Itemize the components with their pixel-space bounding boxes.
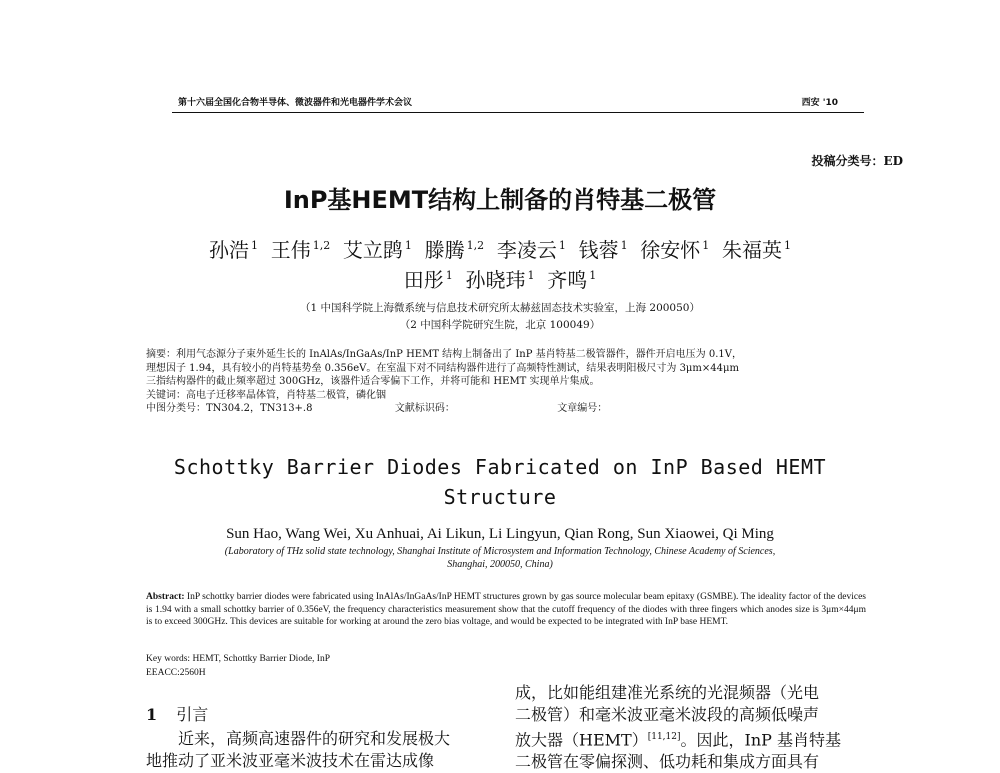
header-rule: [172, 112, 864, 113]
clc-number: 中图分类号：TN304.2，TN313+.8: [146, 403, 313, 414]
classification-number: 投稿分类号：ED: [811, 154, 903, 168]
affiliation-en: (Laboratory of THz solid state technology, Shanghai Institute of Microsystem and Information Technology, Chinese Academy of Sciences, Shanghai, 200050, China): [224, 546, 776, 570]
intro-line: 成，比如能组建准光系统的光混频器（光电: [515, 683, 820, 702]
conference-name: 第十六届全国化合物半导体、微波器件和光电器件学术会议: [178, 98, 413, 108]
author-cn: 滕腾 $^{1,2}$: [424, 238, 485, 262]
section-heading-intro: 1 引言: [146, 705, 209, 724]
intro-line: 放大器（HEMT）[11,12]。因此，InP 基肖特基: [515, 730, 841, 750]
abstract-en-text: InP schottky barrier diodes were fabricated using InAlAs/InGaAs/InP HEMT structures grown by gas source molecular beam epitaxy (GSMBE). The ideality factor of the devices is 1.94 with a small schottky barrier of 0.356eV, the frequency characteristics measurement show that the cutoff frequency of the diodes with three fingers which anodes size is 3μm×44μm is to exceed 300GHz. This devices are suitable for working at around the zero bias voltage, and would be expected to be integrated with InP base HEMT.: [146, 592, 866, 627]
author-cn: 李凌云 $^1$: [496, 238, 566, 262]
intro-line: 近来，高频高速器件的研究和发展极大: [178, 729, 451, 748]
abstract-cn-line: 三指结构器件的截止频率超过 300GHz，该器件适合零偏下工作，并将可能和 HEMT 实现单片集成。: [146, 376, 600, 387]
citation: [11,12]: [647, 732, 681, 742]
title-en-line: Schottky Barrier Diodes Fabricated on InP Based HEMT: [173, 455, 827, 479]
intro-right-column: [515, 682, 867, 773]
authors-en: Sun Hao, Wang Wei, Xu Anhuai, Ai Likun, Li Lingyun, Qian Rong, Sun Xiaowei, Qi Ming: [226, 526, 774, 542]
document-code: 文献标识码：: [394, 403, 455, 414]
paper-title-cn: InP基HEMT结构上制备的肖特基二极管: [283, 186, 717, 214]
abstract-en-label: Abstract:: [146, 592, 185, 602]
author-cn: 钱蓉 $^1$: [578, 238, 628, 262]
author-cn: 徐安怀 $^1$: [640, 238, 710, 262]
author-cn: 朱福英 $^1$: [722, 238, 792, 262]
running-header: [178, 95, 838, 109]
keywords-en: Key words: HEMT, Schottky Barrier Diode, InP: [146, 654, 330, 664]
author-cn: 齐鸣 $^1$: [547, 268, 597, 292]
intro-left-column: [146, 728, 498, 772]
title-en-line: Structure: [443, 485, 557, 509]
classification-row: [146, 402, 866, 416]
keywords-cn: 关键词：高电子迁移率晶体管，肖特基二极管，磷化铟: [146, 389, 386, 401]
abstract-en: [146, 591, 866, 629]
authors-cn-line1: [0, 234, 1000, 263]
author-cn: 孙浩 $^1$: [208, 238, 258, 262]
intro-line: 二极管在零偏探测、低功耗和集成方面具有: [515, 752, 820, 772]
author-cn: 孙晓玮 $^1$: [465, 268, 535, 292]
eeacc-code: EEACC:2560H: [146, 668, 206, 678]
author-cn: 艾立鹍 $^1$: [342, 238, 412, 262]
affiliation-cn-2: （2 中国科学院研究生院，北京 100049）: [399, 319, 601, 331]
article-number: 文章编号：: [557, 403, 608, 414]
authors-cn-line2: [0, 264, 1000, 293]
author-cn: 田彤 $^1$: [403, 268, 453, 292]
intro-line: 地推动了亚米波亚毫米波技术在雷达成像: [146, 751, 435, 770]
abstract-cn-line: 理想因子 1.94，具有较小的肖特基势垒 0.356eV。在室温下对不同结构器件进行了高频特性测试，结果表明阳极尺寸为 3μm×44μm: [146, 362, 739, 374]
conference-location: 西安 '10: [801, 98, 838, 108]
paper-title-en: [0, 452, 1000, 512]
intro-line: 二极管）和毫米波亚毫米波段的高频低噪声: [515, 705, 820, 724]
abstract-cn: [146, 348, 866, 416]
affiliation-cn-1: （1 中国科学院上海微系统与信息技术研究所太赫兹固态技术实验室，上海 200050）: [300, 302, 700, 314]
abstract-cn-line: 摘要：利用气态源分子束外延生长的 InAlAs/InGaAs/InP HEMT 结构上制备出了 InP 基肖特基二极管器件，器件开启电压为 0.1V，: [146, 349, 742, 360]
author-cn: 王伟 $^{1,2}$: [270, 238, 331, 262]
